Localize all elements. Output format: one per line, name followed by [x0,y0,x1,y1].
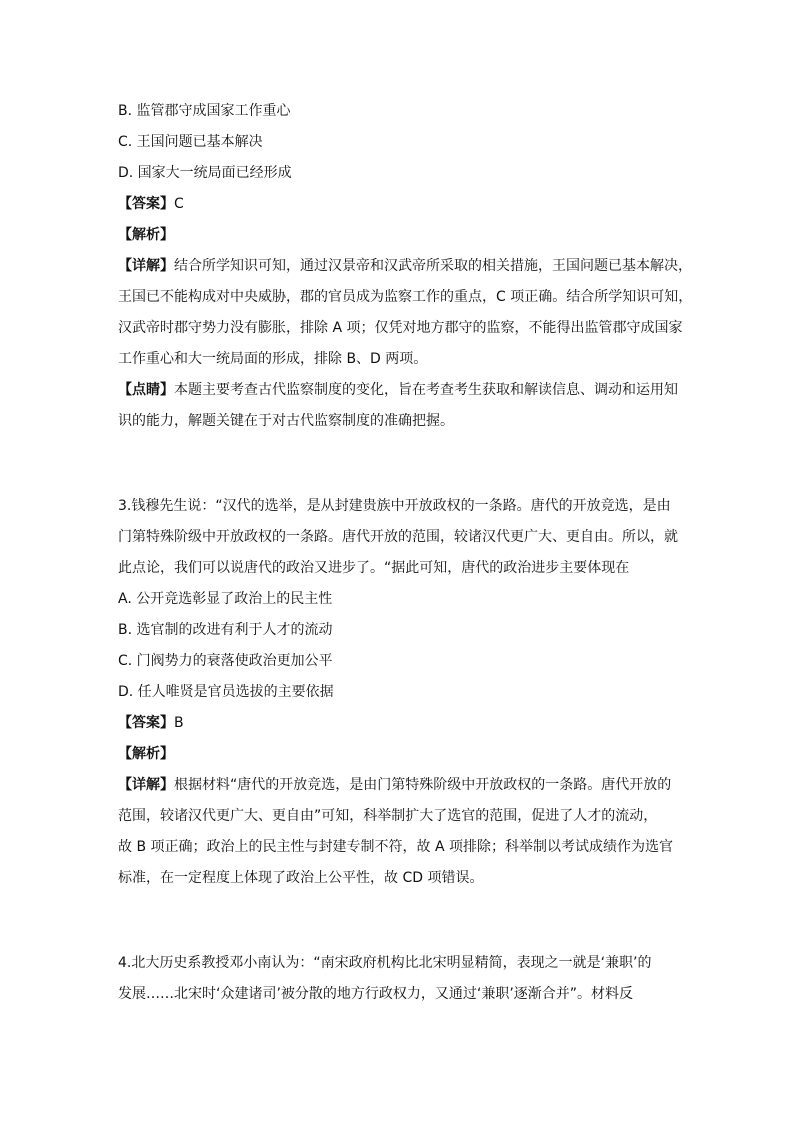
stem-line: 发展……北宋时‘众建诸司’被分散的地方行政权力，又通过‘兼职’逐渐合并”。材料反 [118,986,634,1002]
spacer [118,894,678,948]
answer-value: B [174,715,184,731]
spacer [118,437,678,491]
q2-option-d: D. 国家大一统局面已经形成 [118,165,292,181]
detail-line: 范围，较诸汉代更广大、更自由”可知，科举制扩大了选官的范围，促进了人才的流动， [118,808,658,824]
detail-line: 工作重心和大一统局面的形成，排除 B、D 两项。 [118,351,428,367]
q2-option-c: C. 王国问题已基本解决 [118,134,263,150]
q2-answer [118,189,678,220]
stem-line: 4.北大历史系教授邓小南认为：“南宋政府机构比北宋明显精简，表现之一就是‘兼职’的 [118,955,652,971]
q3-analysis-heading [118,739,678,770]
detail-line: 汉武帝时郡守势力没有膨胀，排除 A 项；仅凭对地方郡守的监察，不能得出监管郡守成国家 [118,320,683,336]
detail-line: 根据材料“唐代的开放竞选，是由门第特殊阶级中开放政权的一条路。唐代开放的 [174,777,672,793]
detail-line: 王国已不能构成对中央威胁，郡的官员成为监察工作的重点，C 项正确。结合所学知识可知， [118,289,693,305]
comment-line: 本题主要考查古代监察制度的变化，旨在考查考生获取和解读信息、调动和运用知 [174,382,678,398]
q3-option-c: C. 门阀势力的衰落使政治更加公平 [118,653,333,669]
q2-option-b: B. 监管郡守成国家工作重心 [118,103,291,119]
detail-label: 【详解】 [118,777,174,793]
q3-detail [118,770,678,894]
q4-stem [118,948,678,1010]
answer-label: 【答案】 [118,715,174,731]
detail-line: 标准，在一定程度上体现了政治上公平性，故 CD 项错误。 [118,870,484,886]
q2-comment [118,375,678,437]
q2-analysis-heading [118,220,678,251]
comment-label: 【点睛】 [118,382,174,398]
stem-line: 3.钱穆先生说：“汉代的选举，是从封建贵族中开放政权的一条路。唐代的开放竞选，是由 [118,498,671,514]
q2-detail [118,251,693,375]
detail-label: 【详解】 [118,258,174,274]
exam-page [118,96,693,1010]
analysis-label: 【解析】 [118,746,174,762]
q3-option-d: D. 任人唯贤是官员选拔的主要依据 [118,684,334,700]
detail-line: 结合所学知识可知，通过汉景帝和汉武帝所采取的相关措施，王国问题已基本解决， [174,258,692,274]
answer-value: C [174,196,184,212]
comment-line: 识的能力，解题关键在于对古代监察制度的准确把握。 [118,413,454,429]
stem-line: 门第特殊阶级中开放政权的一条路。唐代开放的范围，较诸汉代更广大、更自由。所以，就 [118,529,678,545]
q3-answer [118,708,678,739]
q3-option-a: A. 公开竞选彰显了政治上的民主性 [118,591,333,607]
analysis-label: 【解析】 [118,227,174,243]
answer-label: 【答案】 [118,196,174,212]
detail-line: 故 B 项正确；政治上的民主性与封建专制不符，故 A 项排除；科举制以考试成绩作为选官 [118,839,673,855]
q3-stem [118,491,678,584]
q3-option-b: B. 选官制的改进有利于人才的流动 [118,622,333,638]
stem-line: 此点论，我们可以说唐代的政治又进步了。“据此可知，唐代的政治进步主要体现在 [118,560,630,576]
